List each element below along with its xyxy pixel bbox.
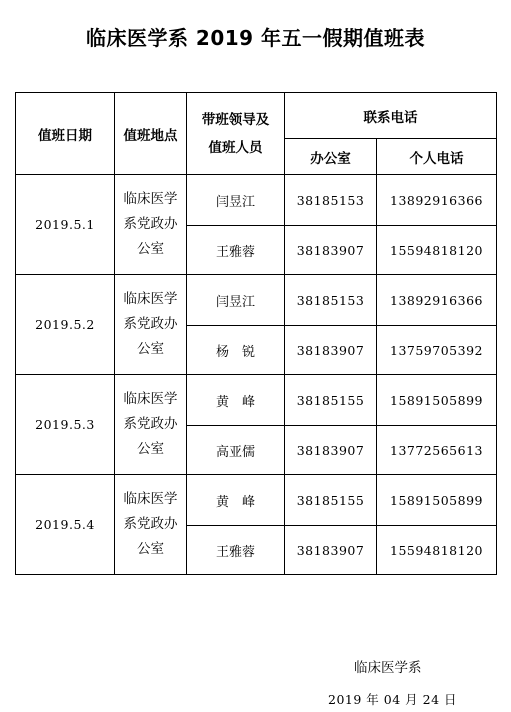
duty-place [115,175,187,275]
place-line: 临床医学 [123,491,178,507]
duty-date: 2019.5.4 [16,475,115,575]
table-row [16,175,497,226]
duty-date: 2019.5.1 [16,175,115,275]
place-line: 临床医学 [123,191,178,207]
staff-name: 黄 峰 [187,375,285,426]
mobile-phone: 15594818120 [377,526,497,575]
place-line: 临床医学 [123,291,178,307]
duty-date: 2019.5.2 [16,275,115,375]
duty-place [115,475,187,575]
staff-name: 高亚儒 [187,426,285,475]
mobile-phone: 13772565613 [377,426,497,475]
mobile-phone: 13892916366 [377,275,497,326]
place-line: 系党政办 [123,416,178,432]
staff-name: 杨 锐 [187,326,285,375]
place-line: 公室 [137,441,164,457]
duty-place [115,375,187,475]
office-phone: 38183907 [285,226,377,275]
office-phone: 38185155 [285,475,377,526]
staff-name: 闫昱江 [187,175,285,226]
place-line: 公室 [137,341,164,357]
footer-date: 2019 年 04 月 24 日 [328,692,457,707]
office-phone: 38185153 [285,275,377,326]
office-phone: 38183907 [285,326,377,375]
staff-name: 王雅蓉 [187,526,285,575]
place-line: 公室 [137,541,164,557]
place-line: 临床医学 [123,391,178,407]
table-row [16,375,497,426]
place-line: 系党政办 [123,516,178,532]
mobile-phone: 13892916366 [377,175,497,226]
place-line: 公室 [137,241,164,257]
mobile-phone: 15891505899 [377,475,497,526]
table-row [16,475,497,526]
mobile-phone: 15594818120 [377,226,497,275]
document-title: 临床医学系 2019 年五一假期值班表 [85,26,426,50]
staff-name: 王雅蓉 [187,226,285,275]
staff-name: 闫昱江 [187,275,285,326]
office-phone: 38183907 [285,426,377,475]
header-mobile-phone: 个人电话 [377,139,497,175]
office-phone: 38185153 [285,175,377,226]
header-contact: 联系电话 [285,93,497,139]
office-phone: 38183907 [285,526,377,575]
staff-name: 黄 峰 [187,475,285,526]
duty-place [115,275,187,375]
header-date: 值班日期 [16,93,115,175]
header-leader-line1: 带班领导及 [201,111,270,128]
mobile-phone: 13759705392 [377,326,497,375]
footer-department: 临床医学系 [354,660,422,676]
office-phone: 38185155 [285,375,377,426]
header-leader-line2: 值班人员 [208,139,263,156]
header-leader [187,93,285,175]
table-row [16,275,497,326]
header-place: 值班地点 [115,93,187,175]
mobile-phone: 15891505899 [377,375,497,426]
header-office-phone: 办公室 [285,139,377,175]
duty-date: 2019.5.3 [16,375,115,475]
place-line: 系党政办 [123,216,178,232]
place-line: 系党政办 [123,316,178,332]
duty-schedule-table [15,92,497,575]
